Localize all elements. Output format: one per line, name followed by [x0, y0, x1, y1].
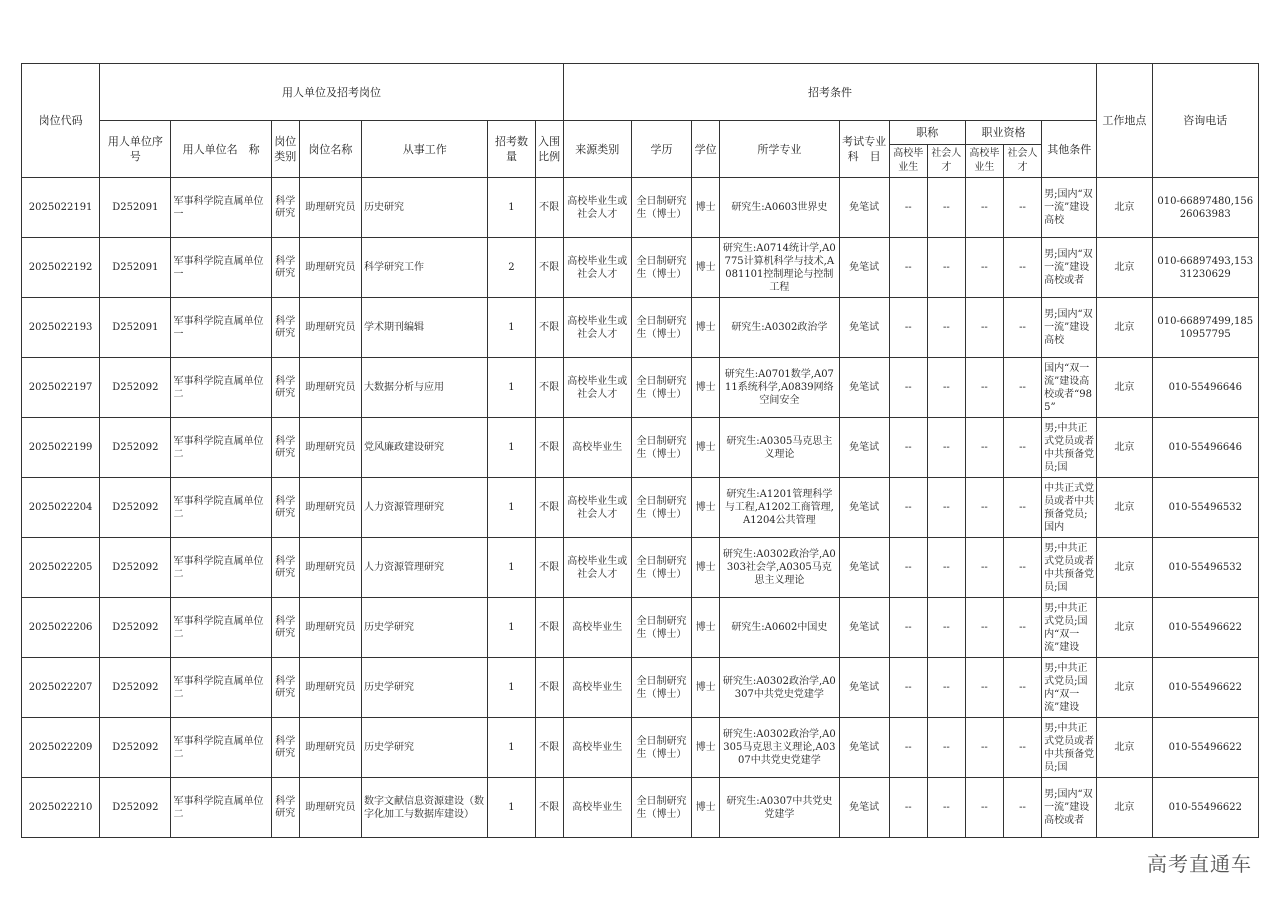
cell-unit-name: 军事科学院直属单位二: [173, 795, 264, 820]
cell-post-category: 科学研究: [275, 555, 296, 579]
cell-qual-social-talent: --: [1019, 442, 1026, 453]
cell-qual-social-talent: --: [1019, 502, 1026, 513]
cell-qual-college-grad: --: [981, 262, 988, 273]
cell-qual-college-grad: --: [981, 802, 988, 813]
cell-source: 高校毕业生或社会人才: [567, 195, 628, 220]
cell-major: 研究生:A0302政治学,A0305马克思主义理论,A0307中共党史党建学: [722, 729, 836, 766]
cell-work-location: 北京: [1114, 322, 1135, 333]
cell-post-code: 2025022207: [28, 682, 93, 693]
cell-phone: 010-55496622: [1168, 622, 1242, 633]
cell-post-name: 助理研究员: [305, 442, 356, 453]
cell-education: 全日制研究生（博士）: [636, 435, 687, 460]
cell-post-category: 科学研究: [275, 315, 296, 339]
cell-unit-seq: D252092: [112, 502, 159, 513]
cell-job-content: 党风廉政建设研究: [364, 442, 445, 453]
cell-title-college-grad: --: [904, 682, 912, 693]
cell-qual-social-talent: --: [1019, 742, 1026, 753]
cell-education: 全日制研究生（博士）: [636, 495, 687, 520]
cell-qual-social-talent: --: [1019, 322, 1026, 333]
cell-phone: 010-55496622: [1168, 802, 1242, 813]
cell-post-code: 2025022191: [28, 202, 93, 213]
cell-title-social-talent: --: [942, 802, 950, 813]
cell-exam-subject: 免笔试: [849, 562, 880, 573]
cell-job-content: 学术期刊编辑: [364, 322, 425, 333]
cell-job-content: 科学研究工作: [364, 262, 425, 273]
header-education: 学历: [631, 121, 691, 178]
header-group-employer: 用人单位及招考岗位: [100, 64, 563, 121]
cell-unit-seq: D252091: [112, 322, 159, 333]
cell-other-conditions: 男;国内“双一流”建设高校或者: [1044, 789, 1093, 826]
header-work-location: 工作地点: [1097, 64, 1152, 178]
cell-post-name: 助理研究员: [305, 322, 356, 333]
cell-education: 全日制研究生（博士）: [636, 255, 687, 280]
header-major: 所学专业: [720, 121, 839, 178]
cell-unit-name: 军事科学院直属单位二: [173, 735, 264, 760]
cell-source: 高校毕业生: [572, 622, 623, 633]
cell-other-conditions: 男;国内“双一流”建设高校: [1044, 189, 1093, 226]
cell-qual-social-talent: --: [1019, 682, 1026, 693]
cell-phone: 010-55496622: [1168, 742, 1242, 753]
cell-major: 研究生:A0603世界史: [731, 202, 828, 213]
cell-other-conditions: 男;中共正式党员;国内“双一流”建设: [1044, 602, 1088, 653]
cell-source: 高校毕业生或社会人才: [567, 375, 628, 400]
cell-qual-college-grad: --: [981, 562, 988, 573]
cell-education: 全日制研究生（博士）: [636, 315, 687, 340]
cell-phone: 010-66897493,15331230629: [1157, 255, 1254, 280]
cell-other-conditions: 男;国内“双一流”建设高校: [1044, 309, 1093, 346]
table-row: [22, 358, 1259, 418]
cell-exam-subject: 免笔试: [849, 322, 880, 333]
cell-major: 研究生:A0701数学,A0711系统科学,A0839网络空间安全: [724, 369, 834, 406]
cell-education: 全日制研究生（博士）: [636, 555, 687, 580]
cell-post-category: 科学研究: [275, 195, 296, 219]
cell-degree: 博士: [695, 562, 716, 573]
cell-ratio: 不限: [539, 442, 560, 453]
cell-qual-social-talent: --: [1019, 622, 1026, 633]
cell-post-code: 2025022199: [28, 442, 93, 453]
cell-degree: 博士: [695, 262, 716, 273]
cell-phone: 010-55496532: [1168, 502, 1242, 513]
cell-phone: 010-55496646: [1168, 442, 1242, 453]
cell-quota: 1: [508, 682, 515, 693]
cell-ratio: 不限: [539, 682, 560, 693]
cell-title-college-grad: --: [904, 382, 912, 393]
cell-other-conditions: 男;中共正式党员或者中共预备党员;国: [1044, 422, 1095, 473]
cell-work-location: 北京: [1114, 562, 1135, 573]
cell-unit-seq: D252091: [112, 262, 159, 273]
cell-work-location: 北京: [1114, 442, 1135, 453]
cell-ratio: 不限: [539, 562, 560, 573]
cell-exam-subject: 免笔试: [849, 202, 880, 213]
cell-ratio: 不限: [539, 502, 560, 513]
cell-exam-subject: 免笔试: [849, 502, 880, 513]
cell-job-content: 大数据分析与应用: [364, 382, 445, 393]
cell-quota: 1: [508, 382, 515, 393]
cell-post-category: 科学研究: [275, 255, 296, 279]
header-post-name: 岗位名称: [299, 121, 361, 178]
header-title-social-talent: 社会人才: [927, 145, 965, 178]
cell-job-content: 历史学研究: [364, 622, 415, 633]
cell-unit-name: 军事科学院直属单位二: [173, 435, 264, 460]
cell-major: 研究生:A0302政治学,A0303社会学,A0305马克思主义理论: [722, 549, 836, 586]
cell-source: 高校毕业生: [572, 682, 623, 693]
cell-post-category: 科学研究: [275, 375, 296, 399]
cell-title-social-talent: --: [942, 682, 950, 693]
cell-unit-seq: D252092: [112, 382, 159, 393]
header-title-group: 职称: [889, 121, 965, 145]
cell-unit-seq: D252092: [112, 682, 159, 693]
cell-job-content: 历史学研究: [364, 682, 415, 693]
cell-work-location: 北京: [1114, 682, 1135, 693]
header-qual-college-grad: 高校毕业生: [965, 145, 1003, 178]
cell-exam-subject: 免笔试: [849, 802, 880, 813]
header-title-college-grad: 高校毕业生: [889, 145, 927, 178]
cell-title-social-talent: --: [942, 442, 950, 453]
cell-degree: 博士: [695, 682, 716, 693]
cell-post-name: 助理研究员: [305, 202, 356, 213]
cell-other-conditions: 男;中共正式党员或者中共预备党员;国: [1044, 542, 1095, 593]
cell-title-college-grad: --: [904, 202, 912, 213]
cell-quota: 1: [508, 322, 515, 333]
cell-phone: 010-55496532: [1168, 562, 1242, 573]
cell-post-name: 助理研究员: [305, 682, 356, 693]
cell-qual-college-grad: --: [981, 442, 988, 453]
cell-post-code: 2025022205: [28, 562, 93, 573]
cell-ratio: 不限: [539, 742, 560, 753]
cell-unit-name: 军事科学院直属单位一: [173, 255, 264, 280]
watermark-text: 高考直通车: [1147, 852, 1252, 876]
cell-phone: 010-55496622: [1168, 682, 1242, 693]
cell-qual-college-grad: --: [981, 742, 988, 753]
cell-unit-name: 军事科学院直属单位一: [173, 195, 264, 220]
cell-qual-social-talent: --: [1019, 202, 1026, 213]
cell-work-location: 北京: [1114, 502, 1135, 513]
cell-exam-subject: 免笔试: [849, 262, 880, 273]
cell-exam-subject: 免笔试: [849, 682, 880, 693]
cell-title-social-talent: --: [942, 262, 950, 273]
cell-qual-college-grad: --: [981, 502, 988, 513]
cell-major: 研究生:A0305马克思主义理论: [726, 435, 833, 460]
cell-quota: 1: [508, 622, 515, 633]
cell-title-college-grad: --: [904, 502, 912, 513]
cell-major: 研究生:A0302政治学: [731, 322, 828, 333]
cell-work-location: 北京: [1114, 262, 1135, 273]
cell-qual-social-talent: --: [1019, 262, 1026, 273]
cell-qual-college-grad: --: [981, 682, 988, 693]
header-unit-name: 用人单位名 称: [171, 121, 271, 178]
cell-source: 高校毕业生或社会人才: [567, 495, 628, 520]
cell-ratio: 不限: [539, 622, 560, 633]
cell-degree: 博士: [695, 742, 716, 753]
cell-work-location: 北京: [1114, 382, 1135, 393]
table-row: [22, 178, 1259, 238]
cell-unit-name: 军事科学院直属单位二: [173, 615, 264, 640]
cell-post-name: 助理研究员: [305, 502, 356, 513]
recruitment-table: [21, 63, 1259, 838]
cell-job-content: 历史学研究: [364, 742, 415, 753]
cell-other-conditions: 国内“双一流”建设高校或者“985”: [1044, 362, 1092, 413]
cell-quota: 1: [508, 442, 515, 453]
cell-work-location: 北京: [1114, 742, 1135, 753]
cell-qual-social-talent: --: [1019, 382, 1026, 393]
cell-title-social-talent: --: [942, 322, 950, 333]
cell-title-social-talent: --: [942, 202, 950, 213]
cell-title-social-talent: --: [942, 622, 950, 633]
header-other-conditions: 其他条件: [1042, 121, 1097, 178]
cell-post-name: 助理研究员: [305, 742, 356, 753]
cell-qual-college-grad: --: [981, 322, 988, 333]
cell-unit-name: 军事科学院直属单位二: [173, 555, 264, 580]
cell-post-category: 科学研究: [275, 675, 296, 699]
header-exam-subject: 考试专业科 目: [839, 121, 889, 178]
cell-qual-social-talent: --: [1019, 802, 1026, 813]
cell-work-location: 北京: [1114, 802, 1135, 813]
cell-work-location: 北京: [1114, 622, 1135, 633]
cell-title-college-grad: --: [904, 442, 912, 453]
cell-education: 全日制研究生（博士）: [636, 735, 687, 760]
table-row: [22, 598, 1259, 658]
cell-degree: 博士: [695, 442, 716, 453]
table-row: [22, 718, 1259, 778]
cell-major: 研究生:A0602中国史: [731, 622, 828, 633]
table-row: [22, 478, 1259, 538]
cell-job-content: 历史研究: [364, 202, 405, 213]
cell-post-name: 助理研究员: [305, 802, 356, 813]
cell-exam-subject: 免笔试: [849, 742, 880, 753]
cell-major: 研究生:A0302政治学,A0307中共党史党建学: [722, 675, 836, 700]
header-group-conditions: 招考条件: [563, 64, 1097, 121]
cell-title-college-grad: --: [904, 802, 912, 813]
cell-unit-name: 军事科学院直属单位一: [173, 315, 264, 340]
cell-phone: 010-66897480,15626063983: [1157, 195, 1254, 220]
cell-ratio: 不限: [539, 322, 560, 333]
cell-title-college-grad: --: [904, 322, 912, 333]
cell-source: 高校毕业生: [572, 742, 623, 753]
table-body: [22, 178, 1259, 838]
header-source: 来源类别: [563, 121, 631, 178]
cell-post-category: 科学研究: [275, 735, 296, 759]
header-ratio: 入围比例: [535, 121, 563, 178]
header-qual-group: 职业资格: [965, 121, 1041, 145]
cell-other-conditions: 中共正式党员或者中共预备党员;国内: [1044, 482, 1095, 533]
cell-education: 全日制研究生（博士）: [636, 375, 687, 400]
cell-qual-social-talent: --: [1019, 562, 1026, 573]
cell-title-college-grad: --: [904, 622, 912, 633]
cell-phone: 010-55496646: [1168, 382, 1242, 393]
cell-ratio: 不限: [539, 202, 560, 213]
cell-education: 全日制研究生（博士）: [636, 675, 687, 700]
cell-job-content: 人力资源管理研究: [364, 502, 445, 513]
cell-post-code: 2025022193: [28, 322, 93, 333]
cell-source: 高校毕业生或社会人才: [567, 255, 628, 280]
cell-degree: 博士: [695, 202, 716, 213]
cell-other-conditions: 男;国内“双一流”建设高校或者: [1044, 249, 1093, 286]
header-qual-social-talent: 社会人才: [1003, 145, 1041, 178]
cell-education: 全日制研究生（博士）: [636, 195, 687, 220]
cell-title-college-grad: --: [904, 562, 912, 573]
cell-unit-seq: D252092: [112, 742, 159, 753]
cell-qual-college-grad: --: [981, 382, 988, 393]
cell-other-conditions: 男;中共正式党员或者中共预备党员;国: [1044, 722, 1095, 773]
header-post-code: 岗位代码: [22, 64, 100, 178]
cell-degree: 博士: [695, 322, 716, 333]
cell-post-code: 2025022192: [28, 262, 93, 273]
cell-source: 高校毕业生: [572, 442, 623, 453]
cell-unit-seq: D252092: [112, 442, 159, 453]
cell-ratio: 不限: [539, 382, 560, 393]
cell-post-category: 科学研究: [275, 495, 296, 519]
cell-title-social-talent: --: [942, 562, 950, 573]
table-row: [22, 298, 1259, 358]
cell-unit-seq: D252091: [112, 202, 159, 213]
cell-post-name: 助理研究员: [305, 562, 356, 573]
cell-major: 研究生:A0307中共党史党建学: [726, 795, 833, 820]
cell-quota: 1: [508, 562, 515, 573]
table-row: [22, 238, 1259, 298]
cell-unit-name: 军事科学院直属单位二: [173, 675, 264, 700]
cell-quota: 1: [508, 502, 515, 513]
cell-major: 研究生:A1201管理科学与工程,A1202工商管理,A1204公共管理: [724, 489, 834, 526]
cell-post-category: 科学研究: [275, 615, 296, 639]
table-row: [22, 658, 1259, 718]
cell-title-social-talent: --: [942, 742, 950, 753]
cell-ratio: 不限: [539, 802, 560, 813]
cell-degree: 博士: [695, 502, 716, 513]
cell-post-name: 助理研究员: [305, 622, 356, 633]
cell-phone: 010-66897499,18510957795: [1157, 315, 1254, 340]
cell-post-code: 2025022197: [28, 382, 93, 393]
cell-degree: 博士: [695, 382, 716, 393]
cell-post-code: 2025022204: [28, 502, 93, 513]
header-unit-seq: 用人单位序 号: [100, 121, 171, 178]
cell-title-social-talent: --: [942, 382, 950, 393]
cell-source: 高校毕业生: [572, 802, 623, 813]
cell-title-social-talent: --: [942, 502, 950, 513]
cell-qual-college-grad: --: [981, 622, 988, 633]
cell-post-name: 助理研究员: [305, 382, 356, 393]
cell-education: 全日制研究生（博士）: [636, 795, 687, 820]
cell-unit-name: 军事科学院直属单位二: [173, 375, 264, 400]
cell-quota: 1: [508, 802, 515, 813]
cell-degree: 博士: [695, 622, 716, 633]
cell-post-category: 科学研究: [275, 795, 296, 819]
cell-post-name: 助理研究员: [305, 262, 356, 273]
cell-qual-college-grad: --: [981, 202, 988, 213]
cell-quota: 1: [508, 742, 515, 753]
cell-post-code: 2025022210: [28, 802, 93, 813]
cell-exam-subject: 免笔试: [849, 382, 880, 393]
cell-source: 高校毕业生或社会人才: [567, 315, 628, 340]
cell-quota: 1: [508, 202, 515, 213]
cell-exam-subject: 免笔试: [849, 442, 880, 453]
cell-unit-seq: D252092: [112, 802, 159, 813]
table-row: [22, 778, 1259, 838]
cell-unit-seq: D252092: [112, 562, 159, 573]
cell-post-category: 科学研究: [275, 435, 296, 459]
cell-exam-subject: 免笔试: [849, 622, 880, 633]
header-phone: 咨询电话: [1152, 64, 1259, 178]
cell-major: 研究生:A0714统计学,A0775计算机科学与技术,A081101控制理论与控制工程: [722, 242, 836, 293]
cell-unit-seq: D252092: [112, 622, 159, 633]
table-row: [22, 418, 1259, 478]
cell-other-conditions: 男;中共正式党员;国内“双一流”建设: [1044, 662, 1088, 713]
cell-title-college-grad: --: [904, 262, 912, 273]
cell-quota: 2: [508, 262, 515, 273]
cell-ratio: 不限: [539, 262, 560, 273]
cell-title-college-grad: --: [904, 742, 912, 753]
cell-post-code: 2025022206: [28, 622, 93, 633]
table-row: [22, 538, 1259, 598]
header-degree: 学位: [692, 121, 720, 178]
cell-source: 高校毕业生或社会人才: [567, 555, 628, 580]
header-quota: 招考数量: [488, 121, 535, 178]
header-job-content: 从事工作: [362, 121, 488, 178]
cell-education: 全日制研究生（博士）: [636, 615, 687, 640]
header-post-category: 岗位类别: [271, 121, 299, 178]
cell-job-content: 人力资源管理研究: [364, 562, 445, 573]
cell-job-content: 数字文献信息资源建设（数字化加工与数据库建设）: [364, 795, 485, 820]
cell-degree: 博士: [695, 802, 716, 813]
cell-post-code: 2025022209: [28, 742, 93, 753]
cell-unit-name: 军事科学院直属单位二: [173, 495, 264, 520]
cell-work-location: 北京: [1114, 202, 1135, 213]
